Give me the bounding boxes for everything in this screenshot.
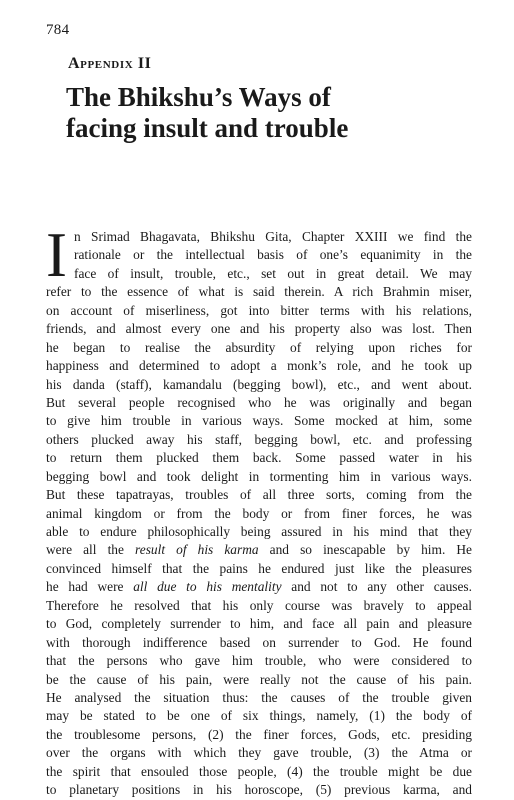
body-line: over the organs with which they gave trouble, (3) the Atma or — [46, 745, 472, 761]
body-text-segment: he had were — [46, 579, 134, 595]
emphasized-phrase: all due to his mentality — [133, 579, 282, 595]
title-line-2: facing insult and trouble — [66, 113, 349, 143]
body-line: his danda (staff), kamandalu (begging bowl), etc., and went about. — [46, 376, 472, 392]
body-line: But these tapatrayas, troubles of all three sorts, coming from the — [46, 487, 472, 503]
body-line: to give him trouble in various ways. Some mocked at him, some — [46, 413, 472, 429]
body-line — [46, 541, 472, 559]
body-line: convinced himself that the pains he endured just like the pleasures — [46, 560, 472, 576]
body-line: He analysed the situation thus: the causes of the trouble given — [46, 689, 472, 705]
body-line: others plucked away his staff, begging bowl, etc. and professing — [46, 431, 472, 447]
body-line: to return them plucked them back. Some passed water in his — [46, 450, 472, 466]
body-line: begging bowl and took delight in tormenting him in various ways. — [46, 468, 472, 484]
body-text-segment: and so inescapable by him. He — [258, 542, 472, 558]
body-line: rationale or the intellectual basis of one’s equanimity in the — [74, 247, 472, 263]
body-line: But several people recognised who he was originally and began — [46, 394, 472, 410]
body-line: on account of miserliness, got into bitter terms with his relations, — [46, 302, 472, 318]
body-line: face of insult, trouble, etc., set out in great detail. We may — [74, 265, 472, 281]
body-text-segment: were all the — [46, 542, 136, 558]
emphasized-phrase: result of his karma — [135, 542, 259, 558]
body-line — [46, 578, 472, 596]
body-line: refer to the essence of what is said therein. A rich Brahmin miser, — [46, 284, 472, 300]
body-line: to God, completely surrender to him, and face all pain and pleasure — [46, 616, 472, 632]
body-line: with thorough indifference based on surrender to God. He found — [46, 634, 472, 650]
body-line: friends, and almost every one and his property also was lost. Then — [46, 321, 472, 337]
body-line: he began to realise the absurdity of relying upon riches for — [46, 339, 472, 355]
body-line: may be stated to be one of six things, namely, (1) the body of — [46, 708, 472, 724]
drop-cap: I — [46, 220, 67, 290]
body-text-segment: and not to any other causes. — [281, 579, 472, 595]
chapter-title — [66, 82, 486, 144]
section-label: Appendix II — [68, 55, 152, 72]
body-line: n Srimad Bhagavata, Bhikshu Gita, Chapter XXIII we find the — [74, 229, 472, 244]
body-line: able to endure philosophically being assured in his mind that they — [46, 524, 472, 539]
body-line: the troublesome persons, (2) the finer forces, Gods, etc. presiding — [46, 726, 472, 742]
body-line: to planetary positions in his horoscope, (5) previous karma, and — [46, 782, 472, 798]
body-line: Therefore he resolved that his only course was bravely to appeal — [46, 597, 472, 613]
body-line: animal kingdom or from the body or from finer forces, he was — [46, 505, 472, 521]
body-line: the spirit that ensouled those people, (4) the trouble might be due — [46, 763, 472, 779]
body-line: happiness and determined to adopt a monk’s role, and he took up — [46, 358, 472, 374]
title-line-1: The Bhikshu’s Ways of — [66, 82, 331, 112]
body-line: that the persons who gave him trouble, who were considered to — [46, 653, 472, 669]
body-paragraph — [46, 220, 472, 800]
body-line: be the cause of his pain, were really not the cause of his pain. — [46, 671, 472, 687]
page-number: 784 — [46, 22, 70, 38]
